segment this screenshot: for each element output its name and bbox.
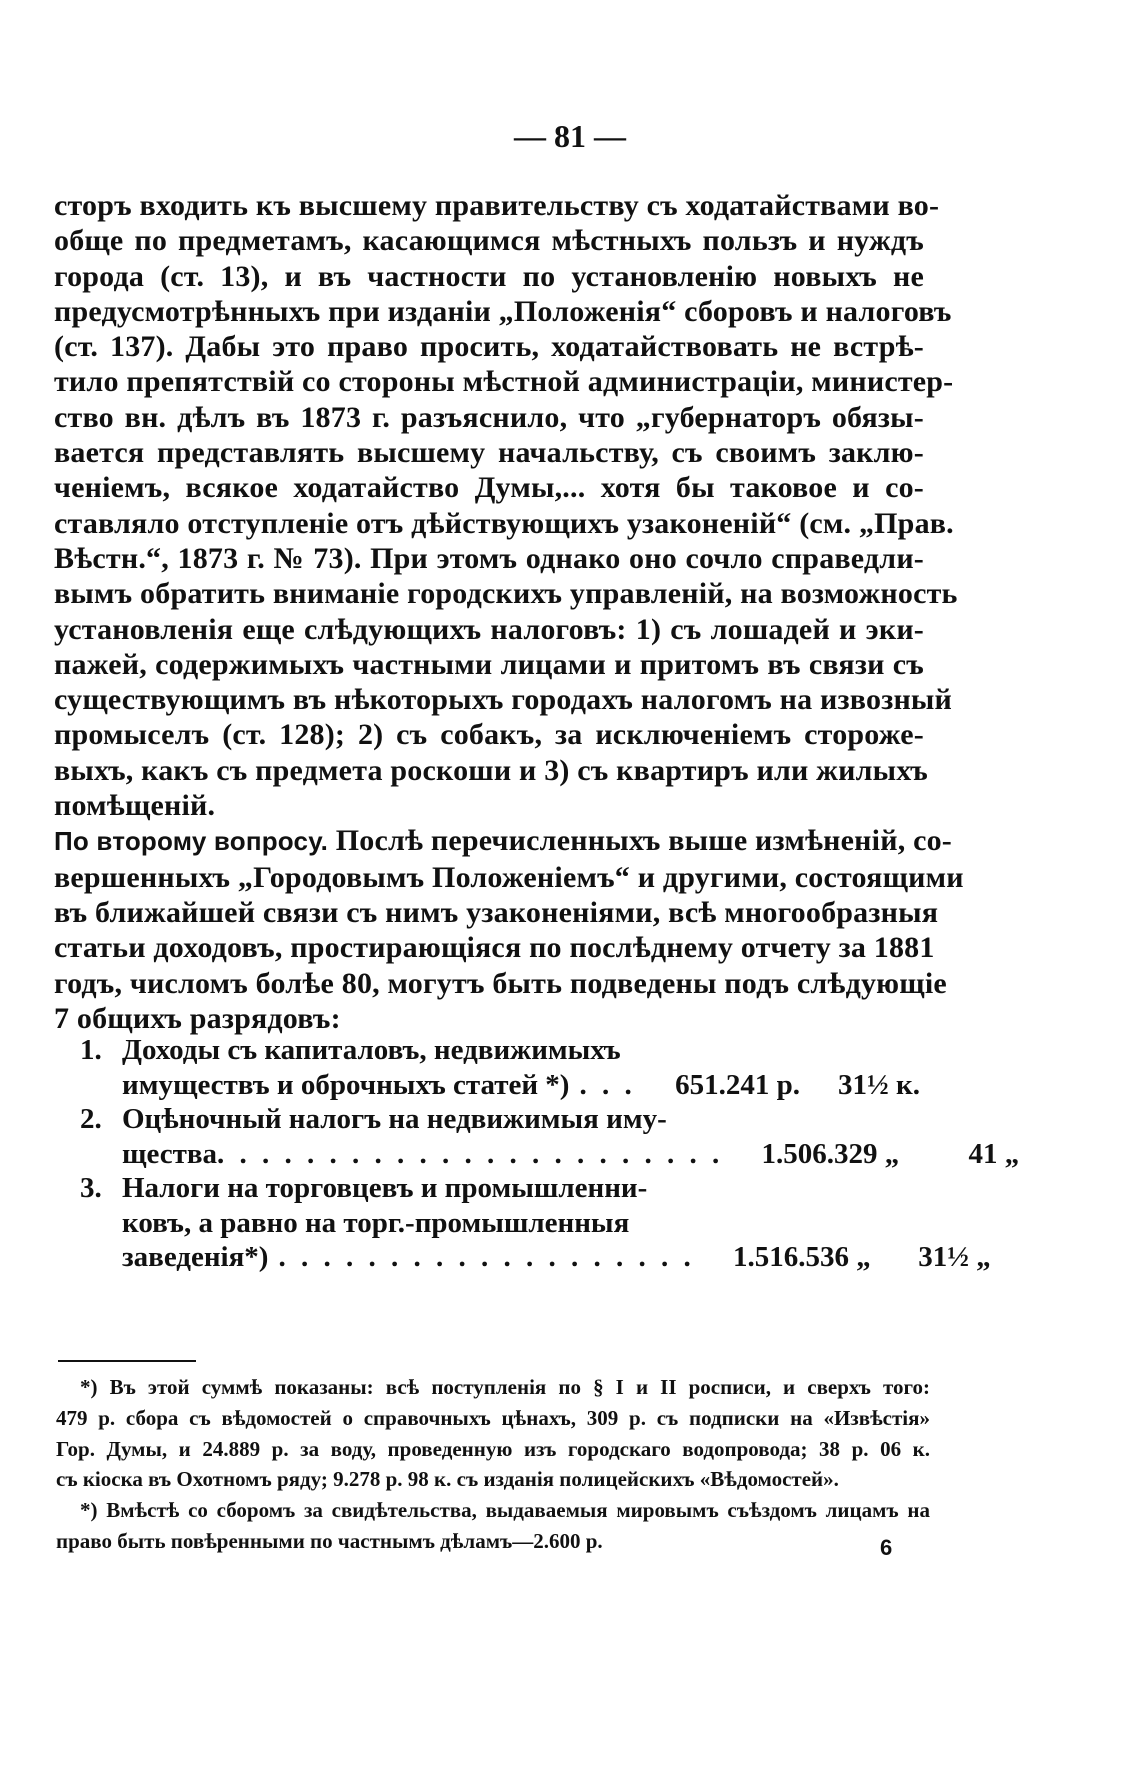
item-total-row — [122, 1137, 1019, 1172]
footnote-divider — [58, 1360, 196, 1362]
section-heading: По второму вопросу. — [54, 826, 329, 857]
leader-dots: . . . — [579, 1068, 636, 1101]
text-line: города (ст. 13), и въ частности по установленію новыхъ не — [54, 259, 924, 293]
text-line: обще по предметамъ, касающимся мѣстныхъ пользъ и нуждъ — [54, 224, 924, 258]
item-text-line: Доходы съ капиталовъ, недвижимыхъ — [122, 1034, 621, 1066]
text-line: ставляло отступленіе отъ дѣйствующихъ узаконеній“ (см. „Прав. — [54, 506, 954, 540]
footnote-line: *) Вмѣстѣ со сборомъ за свидѣтельства, выдаваемыя мировымъ съѣздомъ лицамъ на — [80, 1498, 930, 1523]
footnote-line: съ кіоска въ Охотномъ ряду; 9.278 р. 98 к. съ изданія полицейскихъ «Вѣдомостей». — [56, 1467, 839, 1492]
list-item — [80, 1102, 1020, 1171]
item-total-row — [122, 1068, 920, 1103]
item-text-line: щества — [122, 1137, 217, 1170]
text-line: сторъ входить къ высшему правительству съ ходатайствами во- — [54, 189, 940, 222]
signature-mark: 6 — [880, 1535, 893, 1560]
footnotes — [56, 1372, 930, 1557]
item-kopecks: 41 „ — [968, 1137, 1020, 1170]
item-text-line: имуществъ и оброчныхъ статей *) — [122, 1068, 570, 1101]
text-line: помѣщеній. — [54, 789, 216, 823]
item-total-row — [122, 1240, 991, 1275]
text-line: предусмотрѣнныхъ при изданіи „Положенія“ сборовъ и налоговъ — [54, 294, 952, 328]
page-number: — 81 — — [514, 118, 626, 154]
text-line: промыселъ (ст. 128); 2) съ собакъ, за исключеніемъ стороже- — [54, 718, 924, 752]
text-line: тило препятствій со стороны мѣстной администраціи, министер- — [54, 365, 954, 399]
list-item — [80, 1171, 991, 1275]
item-kopecks: 31½ к. — [838, 1068, 920, 1101]
section-first-line-text: Послѣ перечисленныхъ выше измѣненій, со- — [335, 824, 952, 858]
text-line: вается представлять высшему начальству, съ своимъ заклю- — [54, 436, 924, 470]
item-text-line: Оцѣночный налогъ на недвижимыя иму- — [122, 1103, 667, 1135]
text-line: (ст. 137). Дабы это право просить, ходатайствовать не встрѣ- — [54, 330, 924, 364]
footnote-line: право быть повѣренными по частнымъ дѣламъ—2.600 р. — [56, 1528, 603, 1553]
revenue-list — [80, 1033, 1020, 1275]
text-line: 7 общихъ разрядовъ: — [54, 1001, 341, 1035]
text-line: существующимъ въ нѣкоторыхъ городахъ налогомъ на извозный — [54, 683, 953, 717]
footnote-line: 479 р. сбора съ вѣдомостей о справочныхъ цѣнахъ, 309 р. съ подписки на «Извѣстія» — [56, 1405, 930, 1430]
text-line: Вѣстн.“, 1873 г. № 73). При этомъ однако оно сочло справедли- — [54, 541, 924, 575]
item-amount: 651.241 р. — [675, 1068, 800, 1101]
footnote-line: Гор. Думы, и 24.889 р. за воду, проведенную изъ городскаго водопровода; 38 р. 06 к. — [56, 1436, 930, 1461]
text-line: установленія еще слѣдующихъ налоговъ: 1) съ лошадей и эки- — [54, 612, 924, 646]
item-amount: 1.506.329 „ — [761, 1137, 900, 1170]
text-line: вымъ обратить вниманіе городскихъ управленій, на возможность — [54, 577, 958, 611]
main-text — [54, 188, 964, 1036]
text-line: годъ, числомъ болѣе 80, могутъ быть подведены подъ слѣдующіе — [54, 966, 947, 1000]
footnote-line: *) Въ этой суммѣ показаны: всѣ поступленія по § I и II росписи, и сверхъ того: — [80, 1375, 930, 1399]
item-text-line: Налоги на торговцевъ и промышленни- — [122, 1172, 648, 1204]
text-line: пажей, содержимыхъ частными лицами и притомъ въ связи съ — [54, 647, 924, 681]
section-first-line — [54, 823, 952, 859]
item-number: 2. — [80, 1103, 102, 1135]
item-number: 1. — [80, 1034, 102, 1066]
item-number: 3. — [80, 1172, 102, 1204]
item-amount: 1.516.536 „ — [732, 1241, 871, 1273]
item-kopecks: 31½ „ — [918, 1241, 991, 1273]
text-line: ство вн. дѣлъ въ 1873 г. разъяснило, что „губернаторъ обязы- — [54, 400, 924, 434]
list-item — [80, 1033, 920, 1102]
leader-dots: . . . . . . . . . . . . . . . . . . . . . . . — [217, 1137, 724, 1170]
leader-dots: . . . . . . . . . . . . . . . . . . . — [278, 1241, 695, 1273]
text-line: статьи доходовъ, простирающіяся по послѣднему отчету за 1881 — [54, 931, 935, 965]
text-line: въ ближайшей связи съ нимъ узаконеніями, всѣ многообразныя — [54, 895, 939, 929]
text-line: вершенныхъ „Городовымъ Положеніемъ“ и другими, состоящими — [54, 860, 964, 894]
item-text-line: ковъ, а равно на торг.-промышленныя — [122, 1206, 630, 1239]
item-text-line: заведенія*) — [122, 1241, 269, 1273]
text-line: ченіемъ, всякое ходатайство Думы,... хотя бы таковое и со- — [54, 471, 924, 505]
text-line: выхъ, какъ съ предмета роскоши и 3) съ квартиръ или жилыхъ — [54, 753, 928, 787]
